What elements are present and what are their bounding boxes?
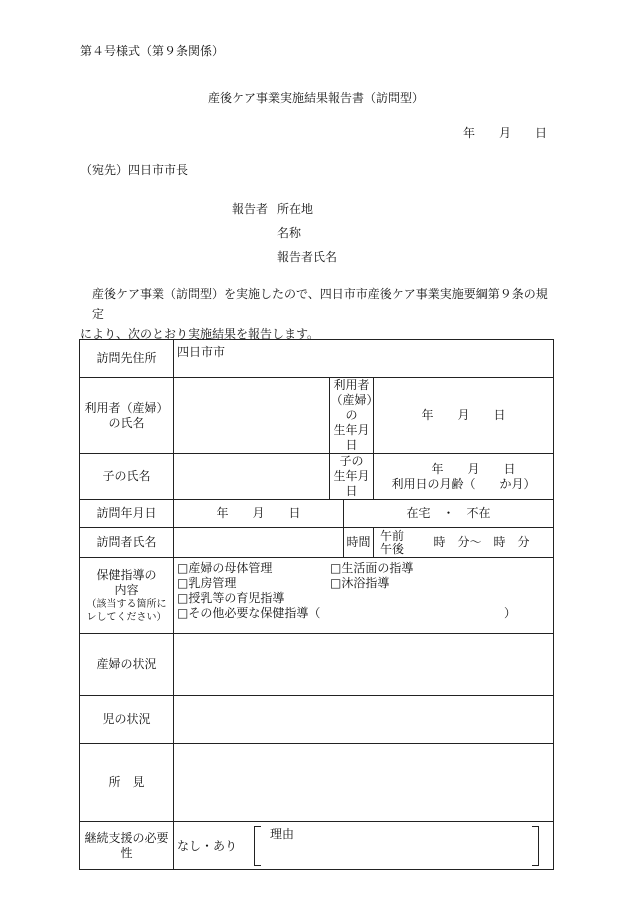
checkbox-bathing-guidance[interactable]: □沐浴指導 xyxy=(330,576,390,590)
findings-field[interactable] xyxy=(174,744,554,822)
guidance-label xyxy=(80,558,174,634)
child-birth-label-line-2: 生年月日 xyxy=(333,469,370,498)
row-visitor-name xyxy=(80,528,554,558)
visit-date-field[interactable] xyxy=(174,500,344,528)
row-guidance xyxy=(80,558,554,634)
time-range-value: 時 分〜 時 分 xyxy=(433,535,530,549)
child-birth-value: 年 月 日 xyxy=(431,461,516,476)
checkbox-breast-care[interactable]: □乳房管理 xyxy=(177,576,237,590)
support-field[interactable] xyxy=(174,822,554,870)
home-status-value: 在宅 ・ 不在 xyxy=(406,506,491,520)
report-table xyxy=(79,339,554,870)
reporter-label: 報告者 xyxy=(232,202,269,216)
addressee: （宛先）四日市市長 xyxy=(80,163,189,177)
user-birth-field[interactable] xyxy=(374,378,554,454)
support-value[interactable]: なし・あり xyxy=(177,838,238,853)
user-name-label-line-1: 利用者（産婦） xyxy=(84,400,169,415)
mother-status-field[interactable] xyxy=(174,634,554,696)
checkbox-maternal-care[interactable]: □産婦の母体管理 xyxy=(177,561,273,575)
child-name-field[interactable] xyxy=(174,454,330,500)
child-birth-label-line-1: 子の xyxy=(339,454,364,468)
guidance-note-line-2: レしてください） xyxy=(86,611,167,623)
guidance-note-line-1: （該当する箇所に xyxy=(86,598,167,610)
visit-date-label: 訪問年月日 xyxy=(80,500,174,528)
row-mother-status xyxy=(80,634,554,696)
row-child-status xyxy=(80,696,554,744)
user-birth-value: 年 月 日 xyxy=(421,408,506,422)
time-field[interactable] xyxy=(374,528,554,558)
visitor-name-field[interactable] xyxy=(174,528,344,558)
date-line: 年 月 日 xyxy=(463,126,548,140)
checkbox-other-guidance[interactable]: □その他必要な保健指導（ xyxy=(177,606,321,620)
user-name-field[interactable] xyxy=(174,378,330,454)
checkbox-lifestyle-guidance[interactable]: □生活面の指導 xyxy=(330,561,414,575)
row-support xyxy=(80,822,554,870)
user-birth-label-line-1: 利用者 xyxy=(333,378,370,392)
user-birth-label-line-3: 生年月日 xyxy=(333,423,370,452)
visit-address-value: 四日市市 xyxy=(177,345,226,359)
pm-option[interactable]: 午後 xyxy=(379,541,404,556)
intro-line-2: により、次のとおり実施結果を報告します。 xyxy=(80,327,320,341)
child-age-value: 利用日の月齢（ か月） xyxy=(391,476,536,491)
form-number: 第４号様式（第９条関係） xyxy=(80,44,225,58)
support-label: 継続支援の必要性 xyxy=(80,822,174,870)
visit-date-value: 年 月 日 xyxy=(216,506,301,520)
child-name-label: 子の氏名 xyxy=(80,454,174,500)
guidance-label-line-1: 保健指導の xyxy=(96,567,157,582)
guidance-label-line-2: 内容 xyxy=(114,582,139,597)
findings-label: 所 見 xyxy=(80,744,174,822)
user-name-label-line-2: の氏名 xyxy=(108,415,145,430)
row-findings xyxy=(80,744,554,822)
row-user-name xyxy=(80,378,554,454)
row-visit-date xyxy=(80,500,554,528)
child-birth-label xyxy=(330,454,374,500)
am-pm-selector[interactable] xyxy=(374,530,410,556)
visit-address-field[interactable] xyxy=(174,340,554,378)
mother-status-label: 産婦の状況 xyxy=(80,634,174,696)
intro-line-1: 産後ケア事業（訪問型）を実施したので、四日市市産後ケア事業実施要綱第９条の規定 xyxy=(92,287,548,321)
am-option[interactable]: 午前 xyxy=(379,528,404,543)
guidance-options xyxy=(174,558,554,634)
child-status-field[interactable] xyxy=(174,696,554,744)
checkbox-feeding-guidance[interactable]: □授乳等の育児指導 xyxy=(177,591,285,605)
name-label: 名称 xyxy=(277,226,302,240)
intro-paragraph xyxy=(80,284,555,344)
row-visit-address xyxy=(80,340,554,378)
reason-bracket-left xyxy=(254,826,261,866)
address-label: 所在地 xyxy=(277,202,314,216)
user-birth-label xyxy=(330,378,374,454)
reason-label: 理由 xyxy=(270,826,295,841)
user-name-label xyxy=(80,378,174,454)
child-birth-field[interactable] xyxy=(374,454,554,500)
user-birth-label-line-2: （産婦）の xyxy=(330,393,373,422)
child-status-label: 児の状況 xyxy=(80,696,174,744)
other-guidance-close-paren: ） xyxy=(504,606,517,620)
row-child-name xyxy=(80,454,554,500)
visit-address-label: 訪問先住所 xyxy=(80,340,174,378)
reporter-name-label: 報告者氏名 xyxy=(277,250,338,264)
page-title: 産後ケア事業実施結果報告書（訪問型） xyxy=(208,91,425,105)
home-status-field[interactable] xyxy=(344,500,554,528)
reason-bracket-right xyxy=(532,826,539,866)
time-label: 時間 xyxy=(344,528,374,558)
visitor-name-label: 訪問者氏名 xyxy=(80,528,174,558)
